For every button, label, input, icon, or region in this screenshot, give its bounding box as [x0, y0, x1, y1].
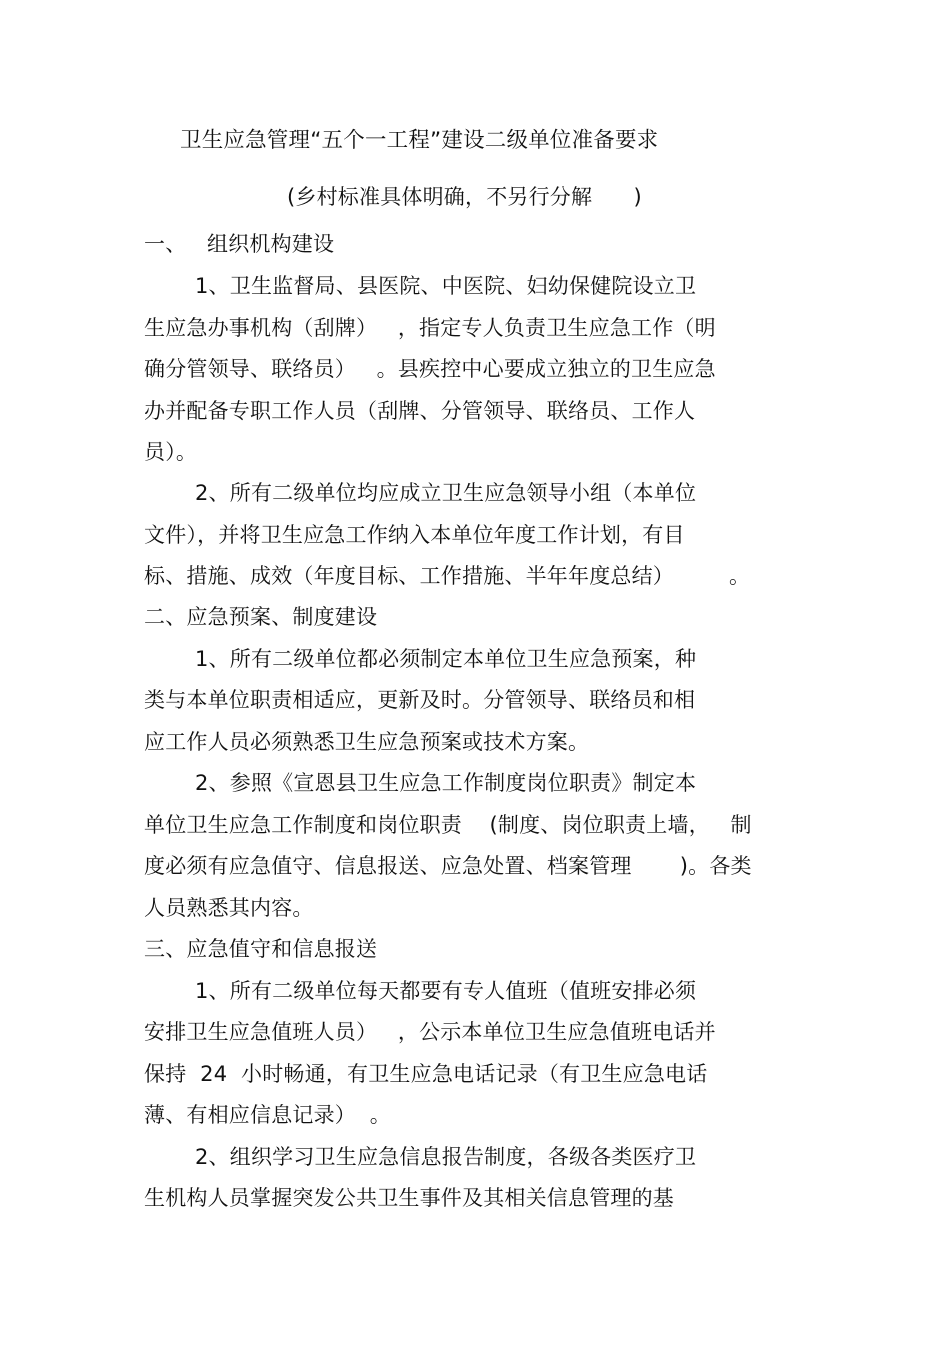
section-1-paragraph-1-line-1: 1、卫生监督局、县医院、中医院、妇幼保健院设立卫: [195, 274, 697, 298]
section-2-paragraph-1-line-3: 应工作人员必须熟悉卫生应急预案或技术方案。: [144, 730, 590, 754]
section-1-paragraph-2-line-3: 标、措施、成效（年度目标、工作措施、半年年度总结） 。: [144, 564, 751, 588]
section-1-paragraph-1-line-5: 员）。: [144, 440, 198, 464]
section-1-paragraph-1-line-3: 确分管领导、联络员） 。县疾控中心要成立独立的卫生应急: [144, 357, 716, 381]
section-2-paragraph-1-line-2: 类与本单位职责相适应，更新及时。分管领导、联络员和相: [144, 688, 696, 712]
section-3-paragraph-1-line-3: 保持 24 小时畅通，有卫生应急电话记录（有卫生应急电话: [144, 1062, 708, 1086]
section-2-paragraph-2-line-4: 人员熟悉其内容。: [144, 896, 314, 920]
section-1-paragraph-2-line-1: 2、所有二级单位均应成立卫生应急领导小组（本单位: [195, 481, 697, 505]
section-2-paragraph-2-line-2: 单位卫生应急工作制度和岗位职责 (制度、岗位职责上墙， 制: [144, 813, 752, 837]
section-1-heading: 一、 组织机构建设: [144, 232, 335, 256]
section-3-paragraph-1-line-2: 安排卫生应急值班人员） ，公示本单位卫生应急值班电话并: [144, 1020, 716, 1044]
section-1-paragraph-1-line-4: 办并配备专职工作人员（刮牌、分管领导、联络员、工作人: [144, 399, 696, 423]
section-3-paragraph-1-line-4: 薄、有相应信息记录） 。: [144, 1103, 391, 1127]
document-subtitle: (乡村标准具体明确，不另行分解 ): [287, 185, 642, 209]
section-1-paragraph-1-line-2: 生应急办事机构（刮牌） ，指定专人负责卫生应急工作（明: [144, 316, 716, 340]
section-2-paragraph-2-line-1: 2、参照《宣恩县卫生应急工作制度岗位职责》制定本: [195, 771, 697, 795]
section-1-paragraph-2-line-2: 文件），并将卫生应急工作纳入本单位年度工作计划，有目: [144, 523, 685, 547]
section-2-paragraph-1-line-1: 1、所有二级单位都必须制定本单位卫生应急预案，种: [195, 647, 697, 671]
section-3-paragraph-2-line-2: 生机构人员掌握突发公共卫生事件及其相关信息管理的基: [144, 1186, 674, 1210]
section-3-heading: 三、应急值守和信息报送: [144, 937, 378, 961]
section-2-paragraph-2-line-3: 度必须有应急值守、信息报送、应急处置、档案管理 )。各类: [144, 854, 752, 878]
section-2-heading: 二、应急预案、制度建设: [144, 605, 378, 629]
section-3-paragraph-1-line-1: 1、所有二级单位每天都要有专人值班（值班安排必须: [195, 979, 697, 1003]
document-title: 卫生应急管理“五个一工程”建设二级单位准备要求: [180, 128, 659, 153]
section-3-paragraph-2-line-1: 2、组织学习卫生应急信息报告制度，各级各类医疗卫: [195, 1145, 697, 1169]
